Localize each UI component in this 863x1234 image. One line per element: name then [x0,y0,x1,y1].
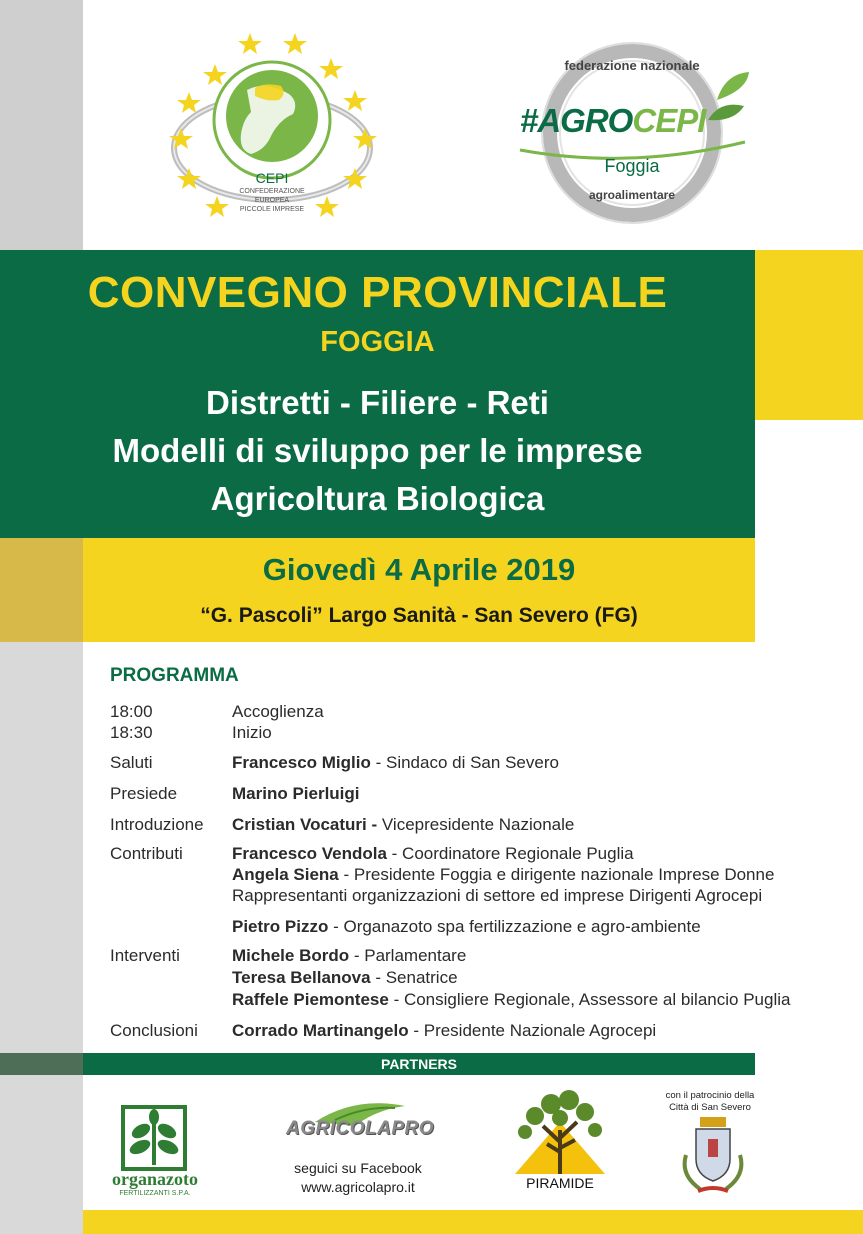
program-row-value [232,967,458,988]
program-row-name: Francesco Vendola [232,844,387,863]
event-title: CONVEGNO PROVINCIALE [87,268,668,317]
program-row-label: Conclusioni [110,1021,198,1040]
right-yellow-block [755,250,863,420]
organazoto-logo [95,1105,215,1205]
agrocepi-brand-cepi: CEPI [632,102,706,139]
organazoto-sub: FERTILIZZANTI S.P.A. [119,1190,191,1197]
coat-of-arms-icon [678,1115,748,1200]
program-row-value [232,864,774,885]
program-row-value [232,989,790,1010]
agricolapro-logo [275,1100,445,1150]
agrocepi-brand-hash: #AGRO [520,102,633,139]
patronage-line-2: Città di San Severo [669,1102,751,1113]
program-row-text: - Presidente Nazionale Agrocepi [408,1021,657,1040]
program-row-text: Inizio [232,723,272,742]
agrocepi-city: Foggia [604,156,660,176]
cepi-subtitle-3: PICCOLE IMPRESE [239,206,305,213]
program-row-name: Francesco Miglio [232,753,371,772]
agricolapro-name: AGRICOLAPRO [286,1118,434,1139]
agrocepi-top-text: federazione nazionale [564,58,700,73]
program-title: PROGRAMMA [110,665,239,686]
program-row-value [232,814,574,835]
program-row-value [232,783,360,804]
program-row-text: - Parlamentare [349,946,467,965]
program-row-value [232,752,559,773]
program-row-value [232,916,701,937]
cepi-subtitle-2: EUROPEA [254,197,290,204]
program-row-name: Raffele Piemontese [232,990,389,1009]
partners-left-strip [0,1053,83,1075]
organazoto-name: organazoto [112,1169,198,1189]
program-row-name: Pietro Pizzo [232,917,329,936]
program-row-name: Michele Bordo [232,946,350,965]
program-row-text: - Coordinatore Regionale Puglia [386,844,634,863]
program-row-name: Corrado Martinangelo [232,1021,409,1040]
agrocepi-bottom-text: agroalimentare [588,188,676,202]
program-row-value [232,945,466,966]
piramide-tree-icon [505,1082,615,1177]
subtitle-line-3: Agricoltura Biologica [210,480,545,517]
event-venue: “G. Pascoli” Largo Sanità - San Severo (FG) [200,604,638,627]
cepi-name: CEPI [255,170,289,186]
program-row-value [232,1020,656,1041]
bottom-yellow-strip [83,1210,863,1234]
event-date: Giovedì 4 Aprile 2019 [262,552,576,587]
program-row-label: Contributi [110,844,183,863]
program-row-name: Angela Siena [232,865,339,884]
program-row-label: Saluti [110,753,153,772]
subtitle-line-1: Distretti - Filiere - Reti [206,384,549,421]
agrocepi-brand [520,102,705,140]
program-row-label: 18:30 [110,723,153,742]
program-row-name: Cristian Vocaturi - [232,815,378,834]
cepi-subtitle-1: CONFEDERAZIONE [239,188,305,195]
event-city: FOGGIA [320,326,435,358]
program-row-text: Rappresentanti organizzazioni di settore ed imprese Dirigenti Agrocepi [232,886,763,905]
program-row-text: - Consigliere Regionale, Assessore al bilancio Puglia [388,990,791,1009]
program-row-text: - Presidente Foggia e dirigente nazionale Imprese Donne [338,865,775,884]
patronage-line-1: con il patrocinio della [665,1090,755,1101]
cepi-logo [155,28,390,228]
partners-title: PARTNERS [83,1053,755,1075]
facebook-line-1: seguici su Facebook [294,1160,422,1176]
agrocepi-logo [512,38,757,228]
program-row-label: 18:00 [110,702,153,721]
program-row-text: - Senatrice [370,968,458,987]
program-row-value [232,701,324,722]
left-gray-strip [0,0,83,250]
organazoto-plant-icon [95,1105,215,1175]
program-row-label: Introduzione [110,815,204,834]
san-severo-coat-of-arms [678,1115,748,1200]
piramide-logo [505,1082,615,1192]
program-row-label: Interventi [110,946,180,965]
program-row-text: - Organazoto spa fertilizzazione e agro-ambiente [328,917,701,936]
program-row-value [232,885,762,906]
subtitle-line-2: Modelli di sviluppo per le imprese [112,432,643,469]
program-row-value [232,843,634,864]
program-row-text: Vicepresidente Nazionale [377,815,575,834]
program-row-value [232,722,272,743]
left-yellow-strip [0,538,83,642]
left-gray-strip-lower [0,642,83,1234]
piramide-name: PIRAMIDE [526,1175,594,1191]
program-row-label: Presiede [110,784,178,803]
program-row-name: Marino Pierluigi [232,784,360,803]
facebook-website: www.agricolapro.it [301,1179,415,1195]
program-row-name: Teresa Bellanova [232,968,371,987]
program-row-text: - Sindaco di San Severo [370,753,559,772]
program-row-text: Accoglienza [232,702,324,721]
